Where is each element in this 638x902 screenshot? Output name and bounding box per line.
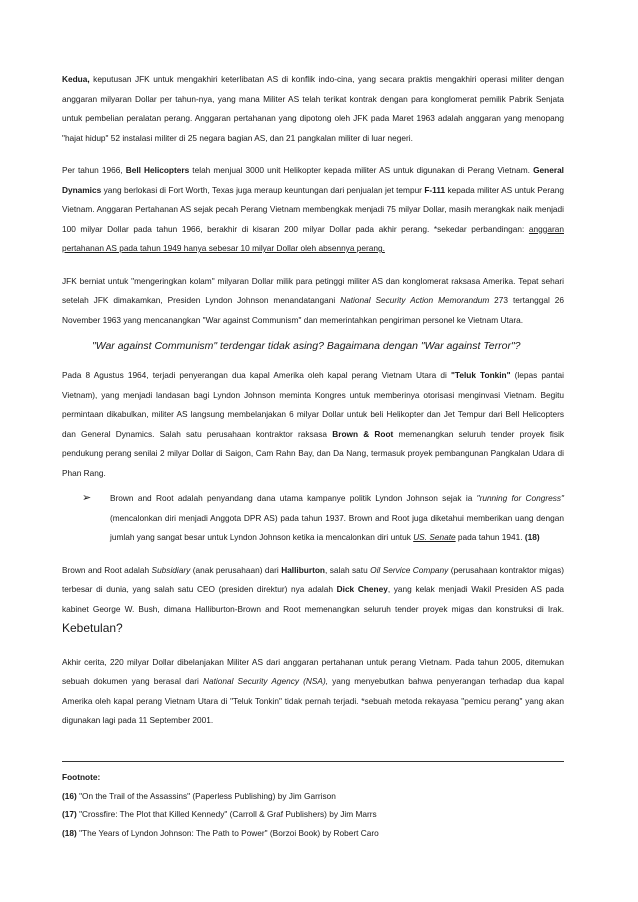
footnote-title: Footnote: <box>62 772 101 782</box>
paragraph-lead: Kedua, <box>62 74 90 84</box>
footnote-text: "Crossfire: The Plot that Killed Kennedy" (Carroll & Graf Publishers) by Jim Marrs <box>76 809 377 819</box>
footnote-text: "On the Trail of the Assassins" (Paperless Publishing) by Jim Garrison <box>76 790 336 801</box>
paragraph-text: telah menjual 3000 unit Helikopter kepada militer AS untuk digunakan di Perang Vietnam. <box>189 165 534 175</box>
paragraph-text: 273 tertanggal 26 November 1963 yang mencanangkan "War against Communism" dan memerintahkan pengiriman personel ke Vietnam Utara. <box>62 295 565 325</box>
bullet-text: pada tahun 1941. <box>455 532 525 542</box>
paragraph-text: yang berlokasi di Fort Worth, Texas juga meraup keuntungan dari penjualan jet tempur <box>101 184 425 195</box>
paragraph-helicopters <box>62 161 564 259</box>
rhetorical-question: Kebetulan? <box>62 621 123 635</box>
paragraph-text: keputusan JFK untuk mengakhiri keterlibatan AS di konflik indo-cina, yang secara praktis mengakhiri operasi militer dengan anggaran milyaran Dollar per tahun-nya, yang mana Militer AS telah terikat kontrak dengan para konglomerat pemilik Pabrik Senjata untuk pembelian peralatan perang. Anggaran pertahanan yang dipotong oleh JFK pada Maret 1963 adalah anggaran yang menopang "hajat hidup" 52 instalasi militer di 25 negara bagian AS, dan 21 pangkalan militer di luar negeri. <box>62 74 564 143</box>
paragraph-text: Akhir cerita, 220 milyar Dollar dibelanjakan Militer AS dari anggaran pertahanan untuk perang Vietnam. Pada tahun 2005, ditemukan sebuah dokumen yang berasal dari <box>62 656 564 686</box>
paragraph-halliburton <box>62 561 564 640</box>
paragraph-text: yang menyebutkan bahwa penyerangan terhadap dua kapal Amerika oleh kapal perang Vietnam Utara di "Teluk Tonkin" tidak pernah terjadi. *sebuah metoda rekayasa "pemicu perang" yang akan digunakan lagi pada 11 September 2001. <box>62 676 564 725</box>
italic-term: Subsidiary <box>151 564 191 575</box>
bullet-text: Brown and Root adalah penyandang dana utama kampanye politik Lyndon Johnson sejak ia <box>110 493 477 503</box>
bullet-italic: "running for Congress" <box>476 493 565 503</box>
location-name: "Teluk Tonkin" <box>450 370 511 380</box>
paragraph-text: memenangkan seluruh tender proyek fisik pendukung perang senilai 2 milyar Dollar di Saigon, Cam Rahn Bay, dan Da Nang, termasuk proyek pembangunan Pangkalan Udara di Phan Rang. <box>62 428 565 478</box>
footnotes <box>62 768 564 842</box>
company-name: General Dynamics <box>62 165 564 195</box>
footnote-number: (17) <box>62 809 77 819</box>
paragraph-tonkin <box>62 366 564 483</box>
arrow-bullet-icon: ➢ <box>82 492 92 504</box>
company-name: Bell Helicopters <box>125 165 190 175</box>
document-body <box>62 70 564 731</box>
paragraph-akhir <box>62 653 564 731</box>
memorandum-name: National Security Action Memorandum <box>340 295 490 305</box>
paragraph-text: Pada 8 Agustus 1964, terjadi penyerangan dua kapal Amerika oleh kapal perang Vietnam Utara di <box>62 370 451 380</box>
footnote-item <box>62 805 564 824</box>
bullet-item <box>62 489 564 548</box>
footnote-text: "The Years of Lyndon Johnson: The Path to Power" (Borzoi Book) by Robert Caro <box>76 827 379 838</box>
paragraph-kedua <box>62 70 564 148</box>
footnote-item <box>62 787 564 806</box>
paragraph-text: Brown and Root adalah <box>62 564 152 575</box>
paragraph-text: kepada militer AS untuk Perang Vietnam. Anggaran Pertahanan AS sejak pecah Perang Vietnam membengkak menjadi 75 milyar Dollar, masih merangkak naik menjadi 100 milyar Dollar pada tahun 1966, berakhir di kisaran 200 milyar Dollar pada akhir perang. *sekedar perbandingan: <box>62 184 564 234</box>
aircraft-name: F-111 <box>424 184 446 195</box>
footnote-item <box>62 824 564 843</box>
pull-quote: "War against Communism" terdengar tidak asing? Bagaimana dengan "War against Terror"? <box>92 340 521 352</box>
bullet-text: (mencalonkan diri menjadi Anggota DPR AS) pada tahun 1937. Brown and Root juga diketahui memberikan uang dengan jumlah yang sangat besar untuk Lyndon Johnson ketika ia mencalonkan diri untuk <box>110 512 564 542</box>
bullet-underlined: US. Senate <box>413 532 456 542</box>
paragraph-text: JFK berniat untuk "mengeringkan kolam" milyaran Dollar milik para petinggi militer AS dan konglomerat raksasa Amerika. Tepat sehari setelah JFK dimakamkan, Presiden Lyndon Johnson menandatangani <box>62 275 564 305</box>
footnote-number: (16) <box>62 790 77 801</box>
paragraph-text: (anak perusahaan) dari <box>190 564 282 575</box>
paragraph-jfk <box>62 272 564 331</box>
paragraph-text: , yang kelak menjadi Wakil Presiden AS pada kabinet George W. Bush, dimana Halliburton-Brown and Root memenangkan seluruh tender proyek migas dan konstruksi di Irak. <box>62 584 564 614</box>
agency-name: National Security Agency (NSA), <box>203 676 329 686</box>
footnote-ref: (18) <box>524 532 540 542</box>
paragraph-text: (lepas pantai Vietnam), yang menjadi landasan bagi Lyndon Johnson meminta Kongres untuk memberinya otorisasi menginvasi Vietnam. Begitu permintaan dikabulkan, militer AS langsung membelanjakan 6 milyar Dollar untuk beli Helikopter dan Jet Tempur dari Bell Helicopters dan General Dynamics. Salah satu perusahaan kontraktor raksasa <box>62 370 564 439</box>
paragraph-text: , salah satu <box>325 564 371 575</box>
paragraph-text: (perusahaan kontraktor migas) terbesar di dunia, yang salah satu CEO (presiden direktur) nya adalah <box>62 564 564 594</box>
company-name: Brown & Root <box>332 428 394 439</box>
underlined-note: anggaran pertahanan AS pada tahun 1949 hanya sebesar 10 milyar Dollar oleh absennya perang. <box>62 223 564 253</box>
footnote-divider <box>62 761 564 762</box>
italic-term: Oil Service Company <box>370 564 449 575</box>
footnote-number: (18) <box>62 827 77 838</box>
person-name: Dick Cheney <box>336 584 388 594</box>
paragraph-text: Per tahun 1966, <box>62 165 126 175</box>
company-name: Halliburton <box>281 564 325 575</box>
